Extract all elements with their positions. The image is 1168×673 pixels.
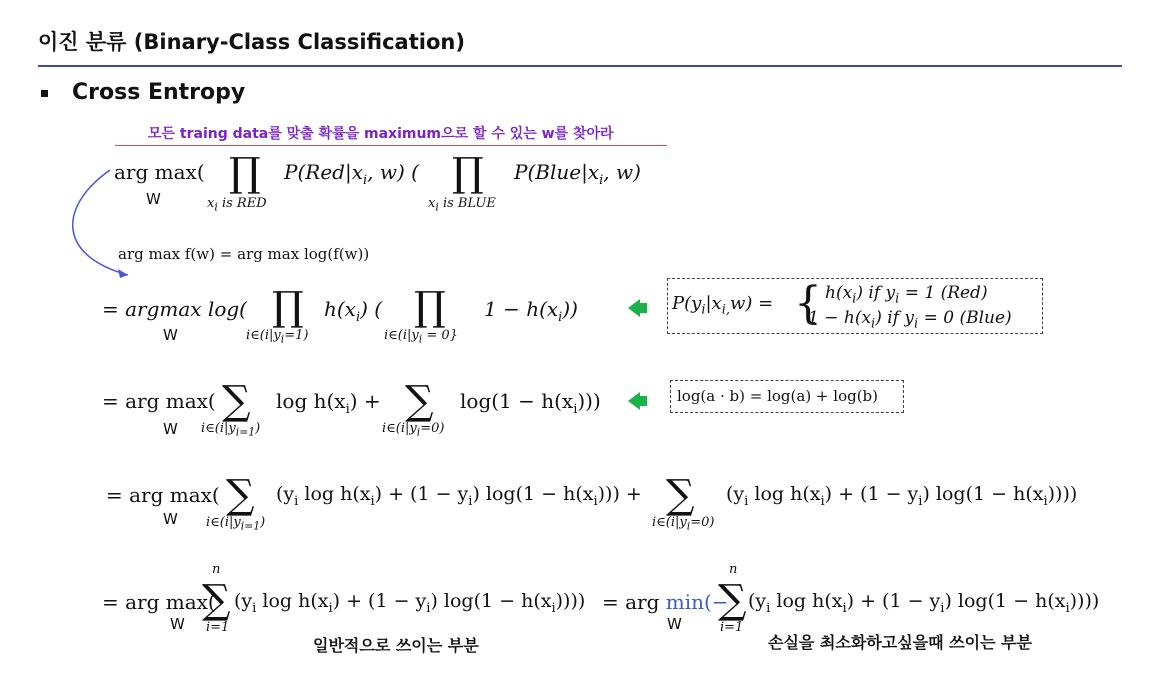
eq5-min-sum-symbol: ∑ [718,577,747,623]
eq2-product2-index: $i\in(i|y_i = 0\}$ [384,328,458,346]
eq3-sum2-index: $i\in(i|y_i=0)$ [382,421,445,439]
caption-general-use: 일반적으로 쓰이는 부분 [313,636,479,655]
eq2-product1-index: $i\in(i|y_i=1)$ [246,328,309,346]
eq3-argmax-w: W [163,420,178,438]
box1-case2: $1 - h(x_i)$ if $y_i = 0$ (Blue) [808,308,1012,332]
eq4-term2: ($y_i$ $\log h(x_i) + (1 - y_i) \log(1 - h(x_i))$)) [726,483,1078,509]
page-title: 이진 분류 (Binary-Class Classification) [38,30,465,54]
eq5-term: ($y_i$ $\log h(x_i) + (1 - y_i) \log(1 - h(x_i))$)) [234,590,586,616]
eq3-prefix: = arg max( [102,389,216,413]
eq4-sum1-index: $i\in(i|y_{i=1})$ [206,515,266,533]
eq1-prefix: arg max( [114,160,205,184]
eq2-term2: $1 - h(x_i)$) [484,297,578,325]
note-underline [115,145,667,146]
eq4-sum1-symbol: ∑ [226,472,255,518]
eq3-sum1-symbol: ∑ [222,378,251,424]
eq2-prefix: = argmax log( [102,297,247,321]
objective-note: 모든 traing data를 맞출 확률을 maximum으로 할 수 있는 w를 찾아라 [148,126,614,142]
eq5-argmax-w: W [170,615,185,633]
eq1-product1-index: $x_i$ is RED [207,196,267,214]
eq5-sum-symbol: ∑ [202,577,231,623]
eq1-term1: $P(Red|x_i$, w) ( [284,160,419,188]
box1-case1: $h(x_i)$ if $y_i = 1$ (Red) [825,283,988,307]
eq3-sum1-index: $i\in(i|y_{i=1})$ [201,421,261,439]
eq1-product-symbol: ∏ [229,150,261,196]
eq1-product2-index: $x_i$ is BLUE [428,196,496,214]
eq1-argmax-w: W [146,190,161,208]
eq2-product1-symbol: ∏ [272,284,304,330]
eq4-argmax-w: W [163,510,178,528]
title-divider [38,65,1122,67]
curved-arrow-icon [60,165,150,285]
eq2-term1: $h(x_i)$ ( [324,297,383,325]
box2-text: log(a · b) = log(a) + log(b) [677,387,879,405]
eq1-product2-symbol: ∏ [452,150,484,196]
box1-brace: { [794,278,822,329]
eq4-sum2-symbol: ∑ [666,472,695,518]
bullet-marker [41,90,48,97]
eq5-argmin-w: W [667,615,682,633]
eq5-prefix: = arg max( [102,590,216,614]
eq2-product2-symbol: ∏ [414,284,446,330]
eq5-min-prefix: = arg min(− [602,590,729,614]
caption-loss-minimization: 손실을 최소화하고싶을때 쓰이는 부분 [768,633,1033,652]
section-heading: Cross Entropy [72,80,246,105]
eq3-sum2-symbol: ∑ [405,378,434,424]
eq5-min-sum-bottom: i=1 [720,620,744,635]
eq3-term2: $\log(1 - h(x_i))$) [460,389,601,417]
eq4-prefix: = arg max( [106,483,220,507]
eq2-argmax-w: W [163,326,178,344]
eq4-term1: ($y_i$ $\log h(x_i) + (1 - y_i) \log(1 - h(x_i))$) + [276,483,642,509]
eq5-sum-bottom: i=1 [206,620,230,635]
eq5-min-term: ($y_i$ $\log h(x_i) + (1 - y_i) \log(1 - h(x_i))$)) [748,590,1100,616]
eq3-term1: $\log h(x_i)$ + [276,389,381,417]
identity-note: arg max f(w) = arg max log(f(w)) [118,245,370,263]
eq5-min-sum-top: n [729,562,738,577]
box1-lhs: $P(y_i|x_{i,}w)$ = [672,293,774,318]
eq4-sum2-index: $i\in(i|y_i=0)$ [652,515,715,533]
eq1-term2: $P(Blue|x_i$, w) [514,160,641,188]
eq5-sum-top: n [212,562,221,577]
